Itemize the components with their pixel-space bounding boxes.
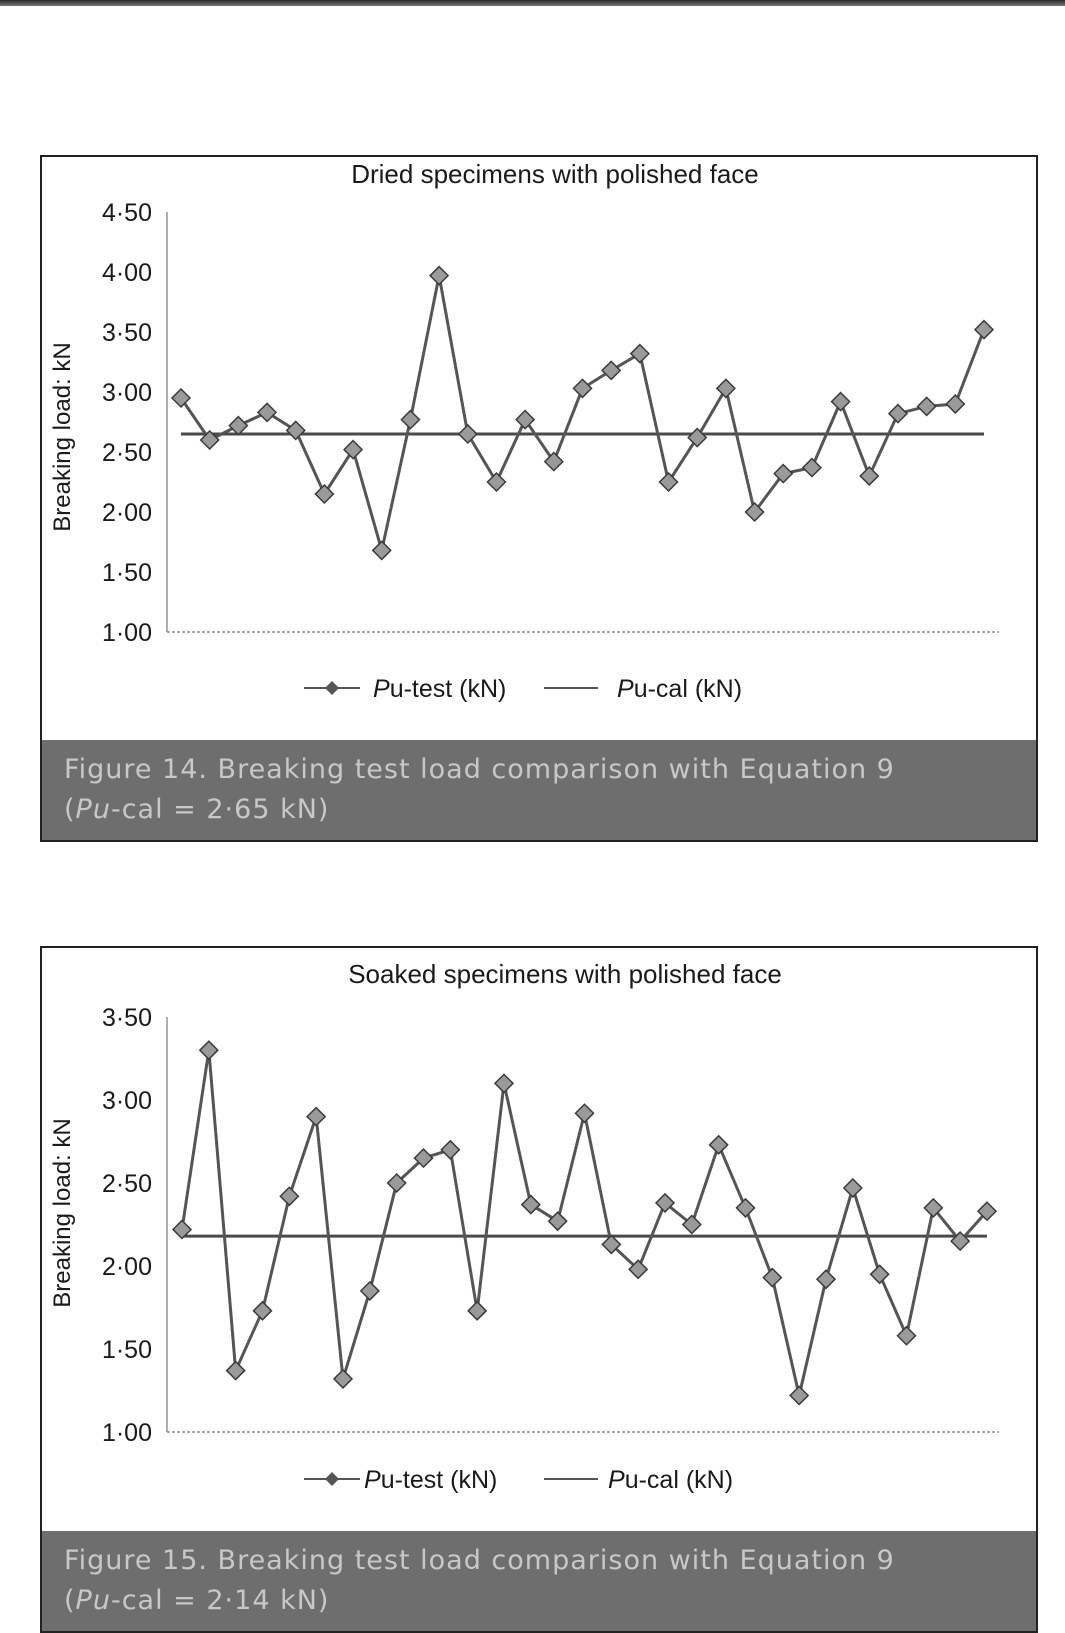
pu-test-point <box>344 441 362 459</box>
pu-test-point <box>430 267 448 285</box>
pu-test-point <box>361 1282 379 1300</box>
y-ticks <box>102 1004 152 1447</box>
pu-test-point <box>803 459 821 477</box>
legend <box>304 1466 733 1494</box>
pu-test-point <box>602 361 620 379</box>
chart-title: Dried specimens with polished face <box>351 159 759 189</box>
pu-test-point <box>817 1270 835 1288</box>
chart-title: Soaked specimens with polished face <box>348 959 782 989</box>
pu-test-point <box>495 1074 513 1092</box>
y-ticks <box>102 199 152 647</box>
pu-test-point <box>844 1179 862 1197</box>
pu-test-point <box>258 403 276 421</box>
pu-test-point <box>660 473 678 491</box>
pu-test-point <box>459 425 477 443</box>
y-tick-label: 2·50 <box>101 439 152 467</box>
page-top-rule <box>0 0 1065 6</box>
figure-15 <box>40 946 1038 1633</box>
pu-test-point <box>946 395 964 413</box>
pu-test-line <box>181 276 984 551</box>
pu-test-point <box>975 321 993 339</box>
y-tick-label: 4·00 <box>101 259 152 287</box>
y-tick-label: 2·00 <box>101 1253 152 1281</box>
legend-cal-label: Pu-cal (kN) <box>608 1466 734 1494</box>
caption-line-1: Figure 15. Breaking test load comparison with Equation 9 <box>64 1545 895 1576</box>
pu-test-point <box>710 1136 728 1154</box>
y-tick-label: 2·50 <box>101 1170 152 1198</box>
pu-test-point <box>334 1370 352 1388</box>
pu-test-point <box>717 379 735 397</box>
pu-test-point <box>280 1187 298 1205</box>
figure-caption <box>42 1531 1036 1631</box>
y-tick-label: 1·50 <box>101 1336 152 1364</box>
chart-14-svg <box>42 157 1036 744</box>
series-pu-test <box>172 267 993 560</box>
y-tick-label: 2·00 <box>101 499 152 527</box>
y-tick-label: 4·50 <box>101 199 152 227</box>
legend-test-marker <box>325 1472 339 1486</box>
y-tick-label: 3·50 <box>101 319 152 347</box>
pu-test-point <box>401 411 419 429</box>
pu-test-point <box>545 453 563 471</box>
pu-test-point <box>522 1196 540 1214</box>
chart-15-svg <box>42 948 1036 1535</box>
figure-14 <box>40 155 1038 842</box>
y-tick-label: 3·50 <box>101 1004 152 1032</box>
pu-test-point <box>315 485 333 503</box>
pu-test-point <box>737 1199 755 1217</box>
y-tick-label: 1·00 <box>101 1419 152 1447</box>
y-tick-label: 3·00 <box>101 1087 152 1115</box>
pu-test-point <box>516 411 534 429</box>
pu-test-point <box>200 1041 218 1059</box>
pu-test-point <box>254 1302 272 1320</box>
legend-test-marker <box>325 681 339 695</box>
pu-test-point <box>918 397 936 415</box>
series-pu-test <box>173 1041 996 1404</box>
pu-test-point <box>576 1104 594 1122</box>
pu-test-line <box>182 1050 987 1395</box>
y-axis-label: Breaking load: kN <box>49 342 76 532</box>
pu-test-point <box>790 1386 808 1404</box>
pu-test-point <box>574 379 592 397</box>
pu-test-point <box>688 429 706 447</box>
pu-test-point <box>898 1327 916 1345</box>
legend-test-label: Pu-test (kN) <box>373 675 507 703</box>
pu-test-point <box>373 541 391 559</box>
pu-test-point <box>227 1362 245 1380</box>
pu-test-point <box>229 417 247 435</box>
legend-cal-label: Pu-cal (kN) <box>617 675 743 703</box>
y-tick-label: 3·00 <box>101 379 152 407</box>
pu-test-point <box>468 1302 486 1320</box>
pu-test-point <box>441 1141 459 1159</box>
figure-caption <box>42 740 1036 840</box>
y-tick-label: 1·00 <box>101 619 152 647</box>
caption-line-1: Figure 14. Breaking test load comparison with Equation 9 <box>64 754 895 785</box>
pu-test-point <box>307 1108 325 1126</box>
pu-test-point <box>487 473 505 491</box>
pu-test-point <box>172 389 190 407</box>
caption-line-2: (Pu-cal = 2·14 kN) <box>64 1585 330 1616</box>
pu-test-point <box>631 345 649 363</box>
pu-test-point <box>287 421 305 439</box>
pu-test-point <box>860 467 878 485</box>
y-axis-label: Breaking load: kN <box>49 1118 76 1308</box>
caption-line-2: (Pu-cal = 2·65 kN) <box>64 794 330 825</box>
legend <box>304 675 742 703</box>
legend-test-label: Pu-test (kN) <box>364 1466 498 1494</box>
pu-test-point <box>763 1269 781 1287</box>
pu-test-point <box>549 1212 567 1230</box>
pu-test-point <box>871 1265 889 1283</box>
y-tick-label: 1·50 <box>101 559 152 587</box>
pu-test-point <box>889 405 907 423</box>
pu-test-point <box>832 393 850 411</box>
